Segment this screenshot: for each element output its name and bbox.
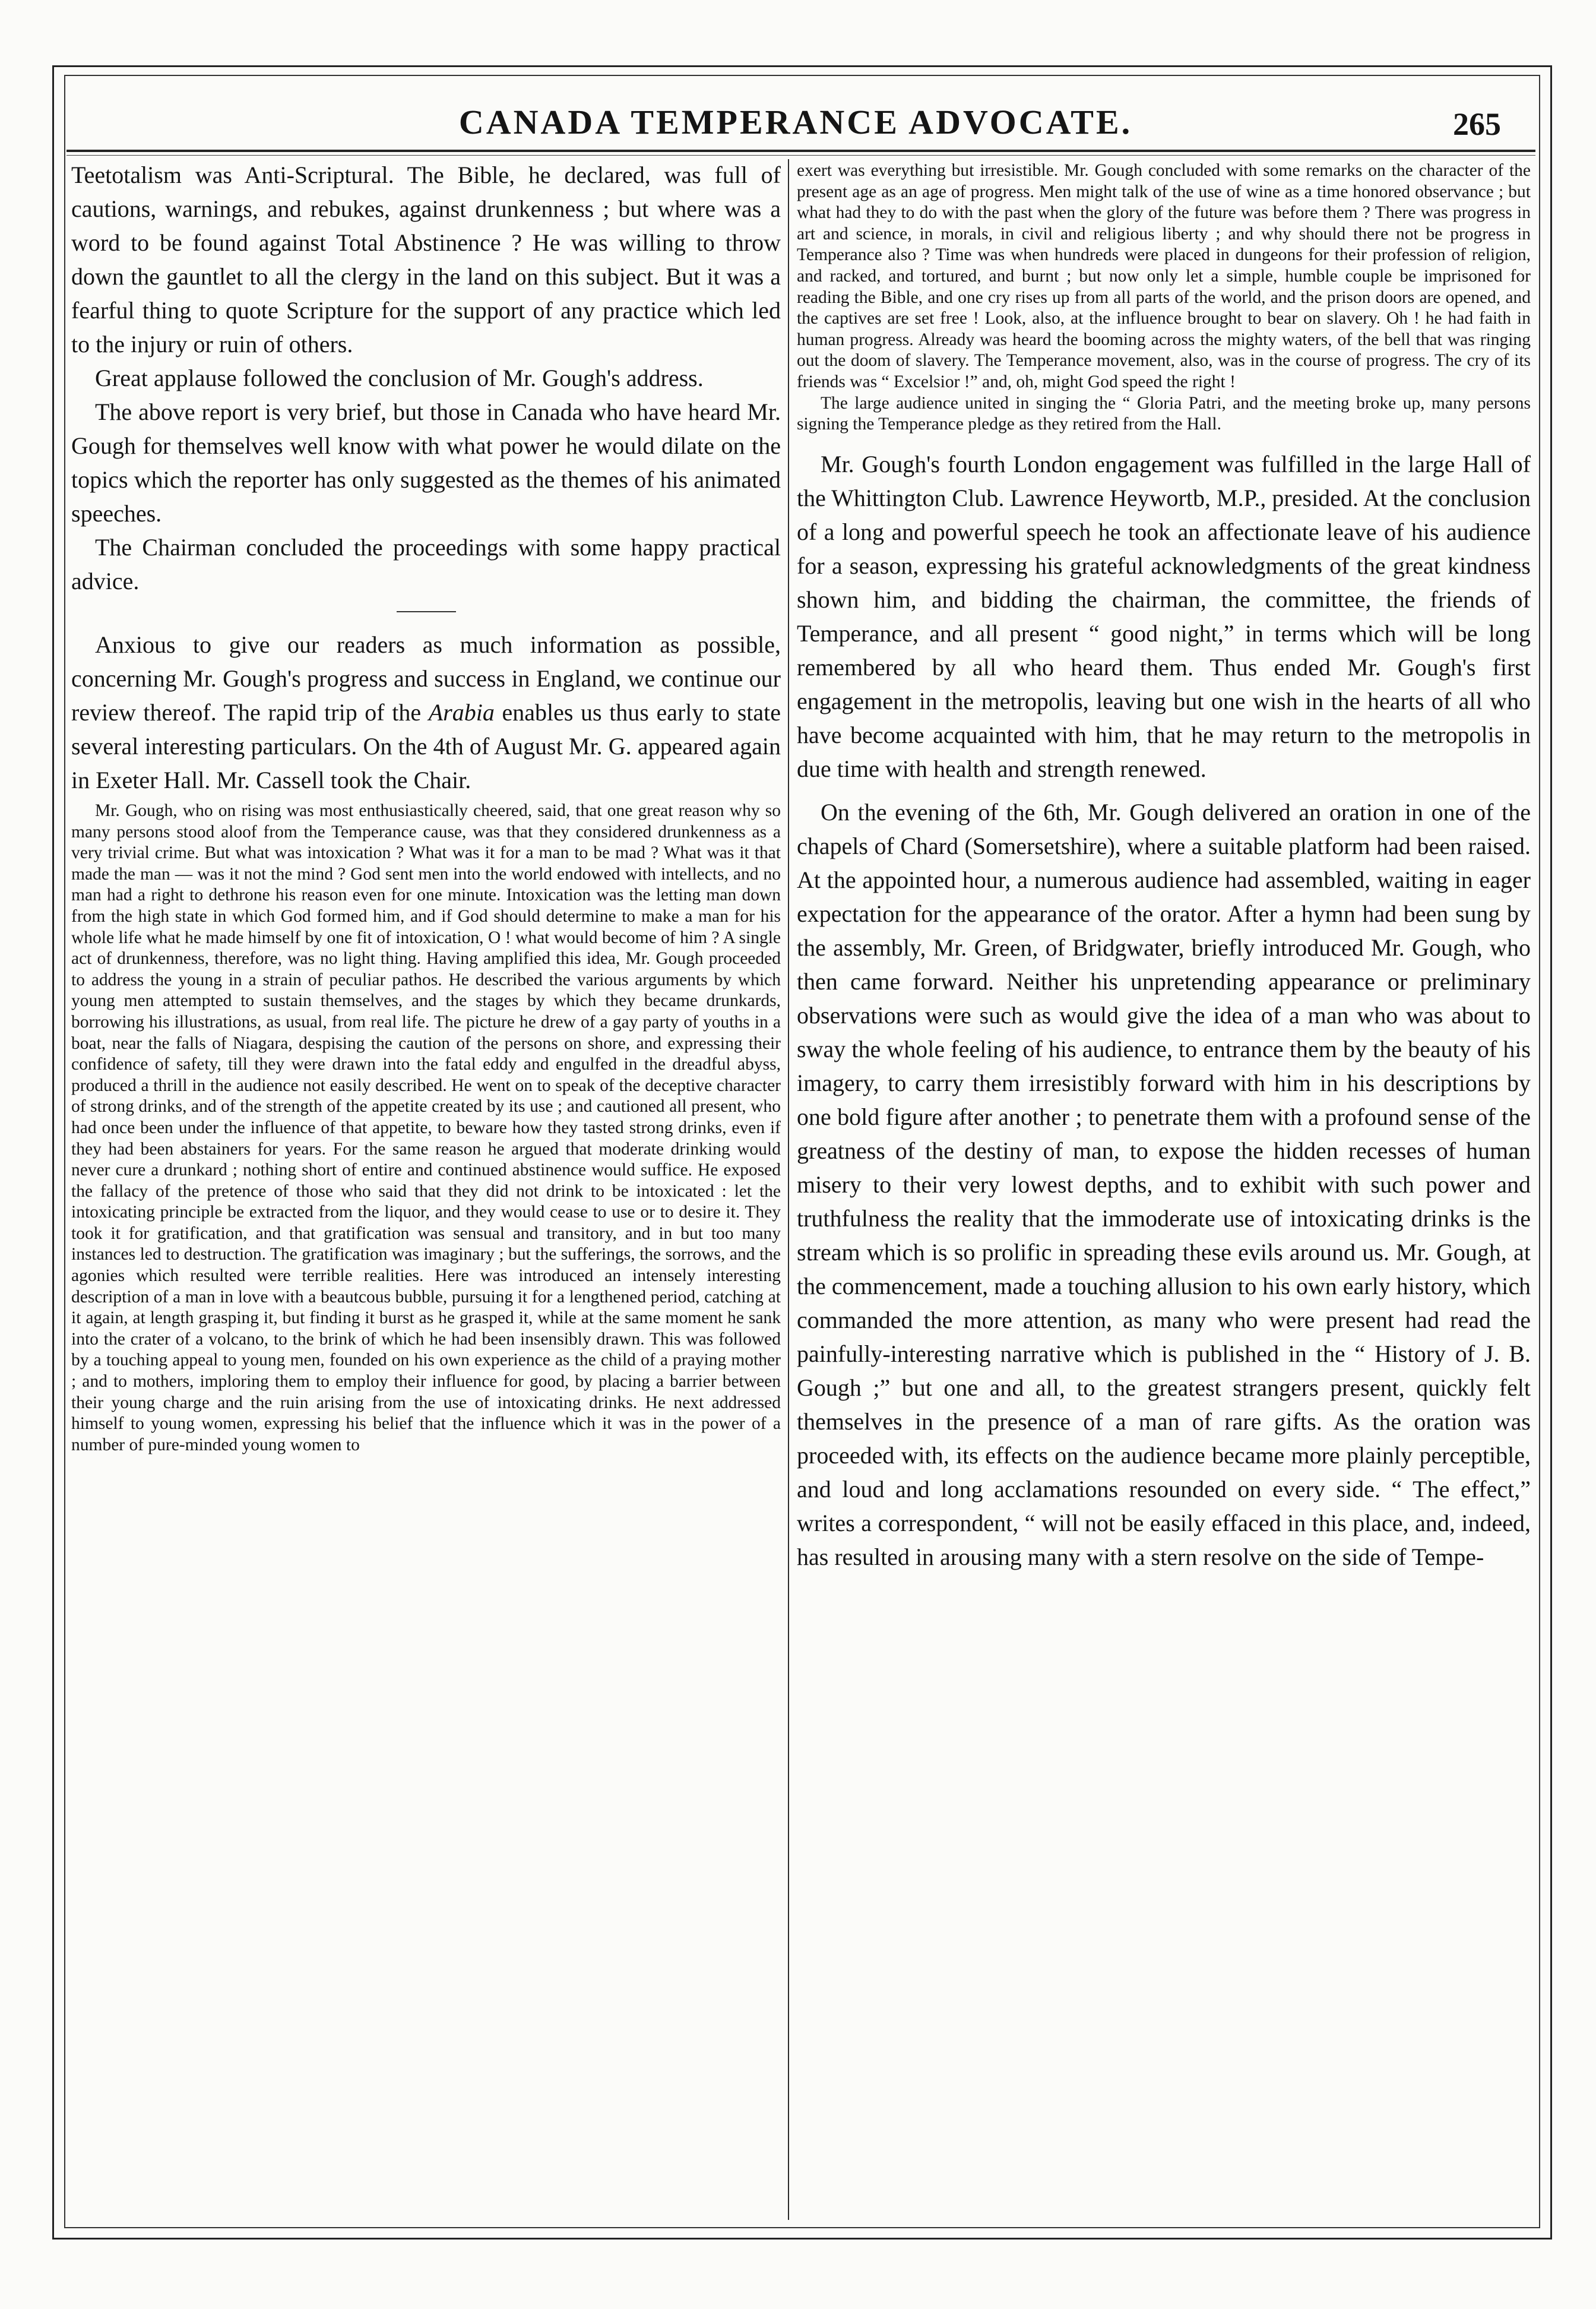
page-number: 265 <box>1453 106 1501 142</box>
speech-report-paragraph: exert was everything but irresistible. Mr. Gough concluded with some remarks on the character of the present age as an age of progress. Men might talk of the use of wine as a time honored observance ; but what had they to do with the past when the glory of the future was before them ? There was progress in art and science, in morals, in civil and religious liberty ; and why should there not be progress in Temperance also ? Time was when hundreds were placed in dungeons for their profession of religion, and racked, and tortured, and burnt ; but now only let a simple, humble couple be imprisoned for reading the Bible, and one cry rises up from all parts of the world, and the prison doors are opened, and the captives are set free ! Look, also, at the influence brought to bear on slavery. Oh ! he had faith in human progress. Already was heard the booming across the mighty waters, of the bell that was ringing out the doom of slavery. The Temperance movement, also, was in the course of progress. The cry of its friends was “ Excelsior !” and, oh, might God speed the right ! <box>797 161 1531 391</box>
article-paragraph: The above report is very brief, but those in Canada who have heard Mr. Gough for themselves well know with what power he would dilate on the topics which the reporter has only suggested as the themes of his animated speeches. <box>71 398 781 527</box>
article-text: enables us thus early to state several interesting particulars. On the 4th of August Mr. G. appeared again in Exeter Hall. Mr. Cassell took the Chair. <box>71 699 781 793</box>
speech-report-paragraph: Mr. Gough, who on rising was most enthusiastically cheered, said, that one great reason why so many persons stood aloof from the Temperance cause, was that they considered drunkenness as a very trivial crime. But what was intoxication ? What was it for a man to be mad ? What was it that made the man — was it not the mind ? God sent men into the world endowed with intellects, and no man had a right to dethrone his reason even for one minute. Intoxication was the letting man down from the high state in which God formed him, and if God should determine to make a man for his whole life what he made himself by one fit of intoxication, O ! what would become of him ? A single act of drunkenness, therefore, was no light thing. Having amplified this idea, Mr. Gough proceeded to address the young in a strain of peculiar pathos. He described the various arguments by which young men attempted to sustain themselves, and the stages by which they became drunkards, borrowing his illustrations, as usual, from real life. The picture he drew of a gay party of youths in a boat, near the falls of Niagara, despising the caution of the persons on shore, and expressing their confidence of safety, till they were drawn into the fatal eddy and engulfed in the dreadful abyss, produced a thrill in the audience not easily described. He went on to speak of the deceptive character of strong drinks, and of the strength of the appetite created by its use ; and cautioned all present, who had once been under the influence of that appetite, to beware how they tasted strong drinks, even if they had been abstainers for years. For the same reason he argued that moderate drinking would never cure a drunkard ; nothing short of entire and continued abstinence would suffice. He exposed the fallacy of the pretence of those who said that they did not drink to be intoxicated : let the intoxicating principle be extracted from the liquor, and they would cease to use or to desire it. They took it for gratification, and that gratification was sensual and transitory, and in but too many instances led to destruction. The gratification was imaginary ; but the sufferings, the sorrows, and the agonies which resulted were terrible realities. Here was introduced an intensely interesting description of a man in love with a beautcous bubble, pursuing it for a lengthened period, catching at it again, at length grasping it, but finding it burst as he grasped it, while at the same moment he sank into the crater of a volcano, to the brink of which he had been insensibly drawn. This was followed by a touching appeal to young men, founded on his own experience as the child of a praying mother ; and to mothers, imploring them to employ their influence for good, by placing a barrier between their young charge and the ruin arising from the use of intoxicating drinks. He next addressed himself to young women, expressing his belief that the influence which it was in the power of a number of pure-minded young women to <box>71 801 781 1454</box>
section-separator <box>397 611 456 612</box>
article-text: Anxious to give our readers as much information as possible, concerning Mr. Gough's progress and success in England, we continue our review thereof. The rapid trip of the <box>71 631 781 726</box>
left-column <box>71 158 781 1456</box>
article-paragraph: Great applause followed the conclusion of Mr. Gough's address. <box>95 365 704 391</box>
speech-report-paragraph: The large audience united in singing the “ Gloria Patri, and the meeting broke up, many persons signing the Temperance pledge as they retired from the Hall. <box>797 393 1531 434</box>
right-column <box>797 160 1531 1574</box>
article-paragraph: The Chairman concluded the proceedings with some happy practical advice. <box>71 534 781 594</box>
column-divider <box>788 159 789 2220</box>
ship-name: Arabia <box>428 699 495 726</box>
running-title: CANADA TEMPERANCE ADVOCATE. <box>458 103 1133 141</box>
header-rule-thin <box>66 155 1535 156</box>
article-paragraph: Mr. Gough's fourth London engagement was fulfilled in the large Hall of the Whittington Club. Lawrence Heywortb, M.P., presided. At the conclusion of a long and powerful speech he took an affectionate leave of his audience for a season, expressing his grateful acknowledgments of the great kindness shown him, and bidding the chairman, the committee, the friends of Temperance, and all present “ good night,” in terms which will be long remembered by all who heard them. Thus ended Mr. Gough's first engagement in the metropolis, leaving but one wish in the hearts of all who have become acquainted with him, that he may return to the metropolis in due time with health and strength renewed. <box>797 450 1531 782</box>
article-paragraph: Teetotalism was Anti-Scriptural. The Bible, he declared, was full of cautions, warnings, and rebukes, against drunkenness ; but where was a word to be found against Total Abstinence ? He was willing to throw down the gauntlet to all the clergy in the land on this subject. But it was a fearful thing to quote Scripture for the support of any practice which led to the injury or ruin of others. <box>71 162 781 358</box>
header-rule <box>66 150 1535 152</box>
article-paragraph: On the evening of the 6th, Mr. Gough delivered an oration in one of the chapels of Chard (Somersetshire), where a suitable platform had been raised. At the appointed hour, a numerous audience had assembled, waiting in eager expectation for the appearance of the orator. After a hymn had been sung by the assembly, Mr. Green, of Bridgwater, briefly introduced Mr. Gough, who then came forward. Neither his unpretending appearance or preliminary observations were such as would give the idea of a man who was about to sway the whole feeling of his audience, to entrance them by the beauty of his imagery, to carry them irresistibly forward with him in his descriptions by one bold figure after another ; to penetrate them with a profound sense of the greatness of the destiny of man, to expose the hidden recesses of human misery to their very lowest depths, and to exhibit with such power and truthfulness the reality that the immoderate use of intoxicating drinks is the stream which is so prolific in spreading these evils around us. Mr. Gough, at the commencement, made a touching allusion to his own early history, which commanded the more attention, as many who were present had read the painfully-interesting narrative which is published in the “ History of J. B. Gough ;” but one and all, to the greatest strangers present, quickly felt themselves in the presence of a man of rare gifts. As the oration was proceeded with, its effects on the audience became more plainly perceptible, and loud and long acclamations resounded on every side. “ The effect,” writes a correspondent, “ will not be easily effaced in this place, and, indeed, has resulted in arousing many with a stern resolve on the side of Tempe- <box>797 798 1531 1570</box>
article-paragraph <box>71 628 781 797</box>
